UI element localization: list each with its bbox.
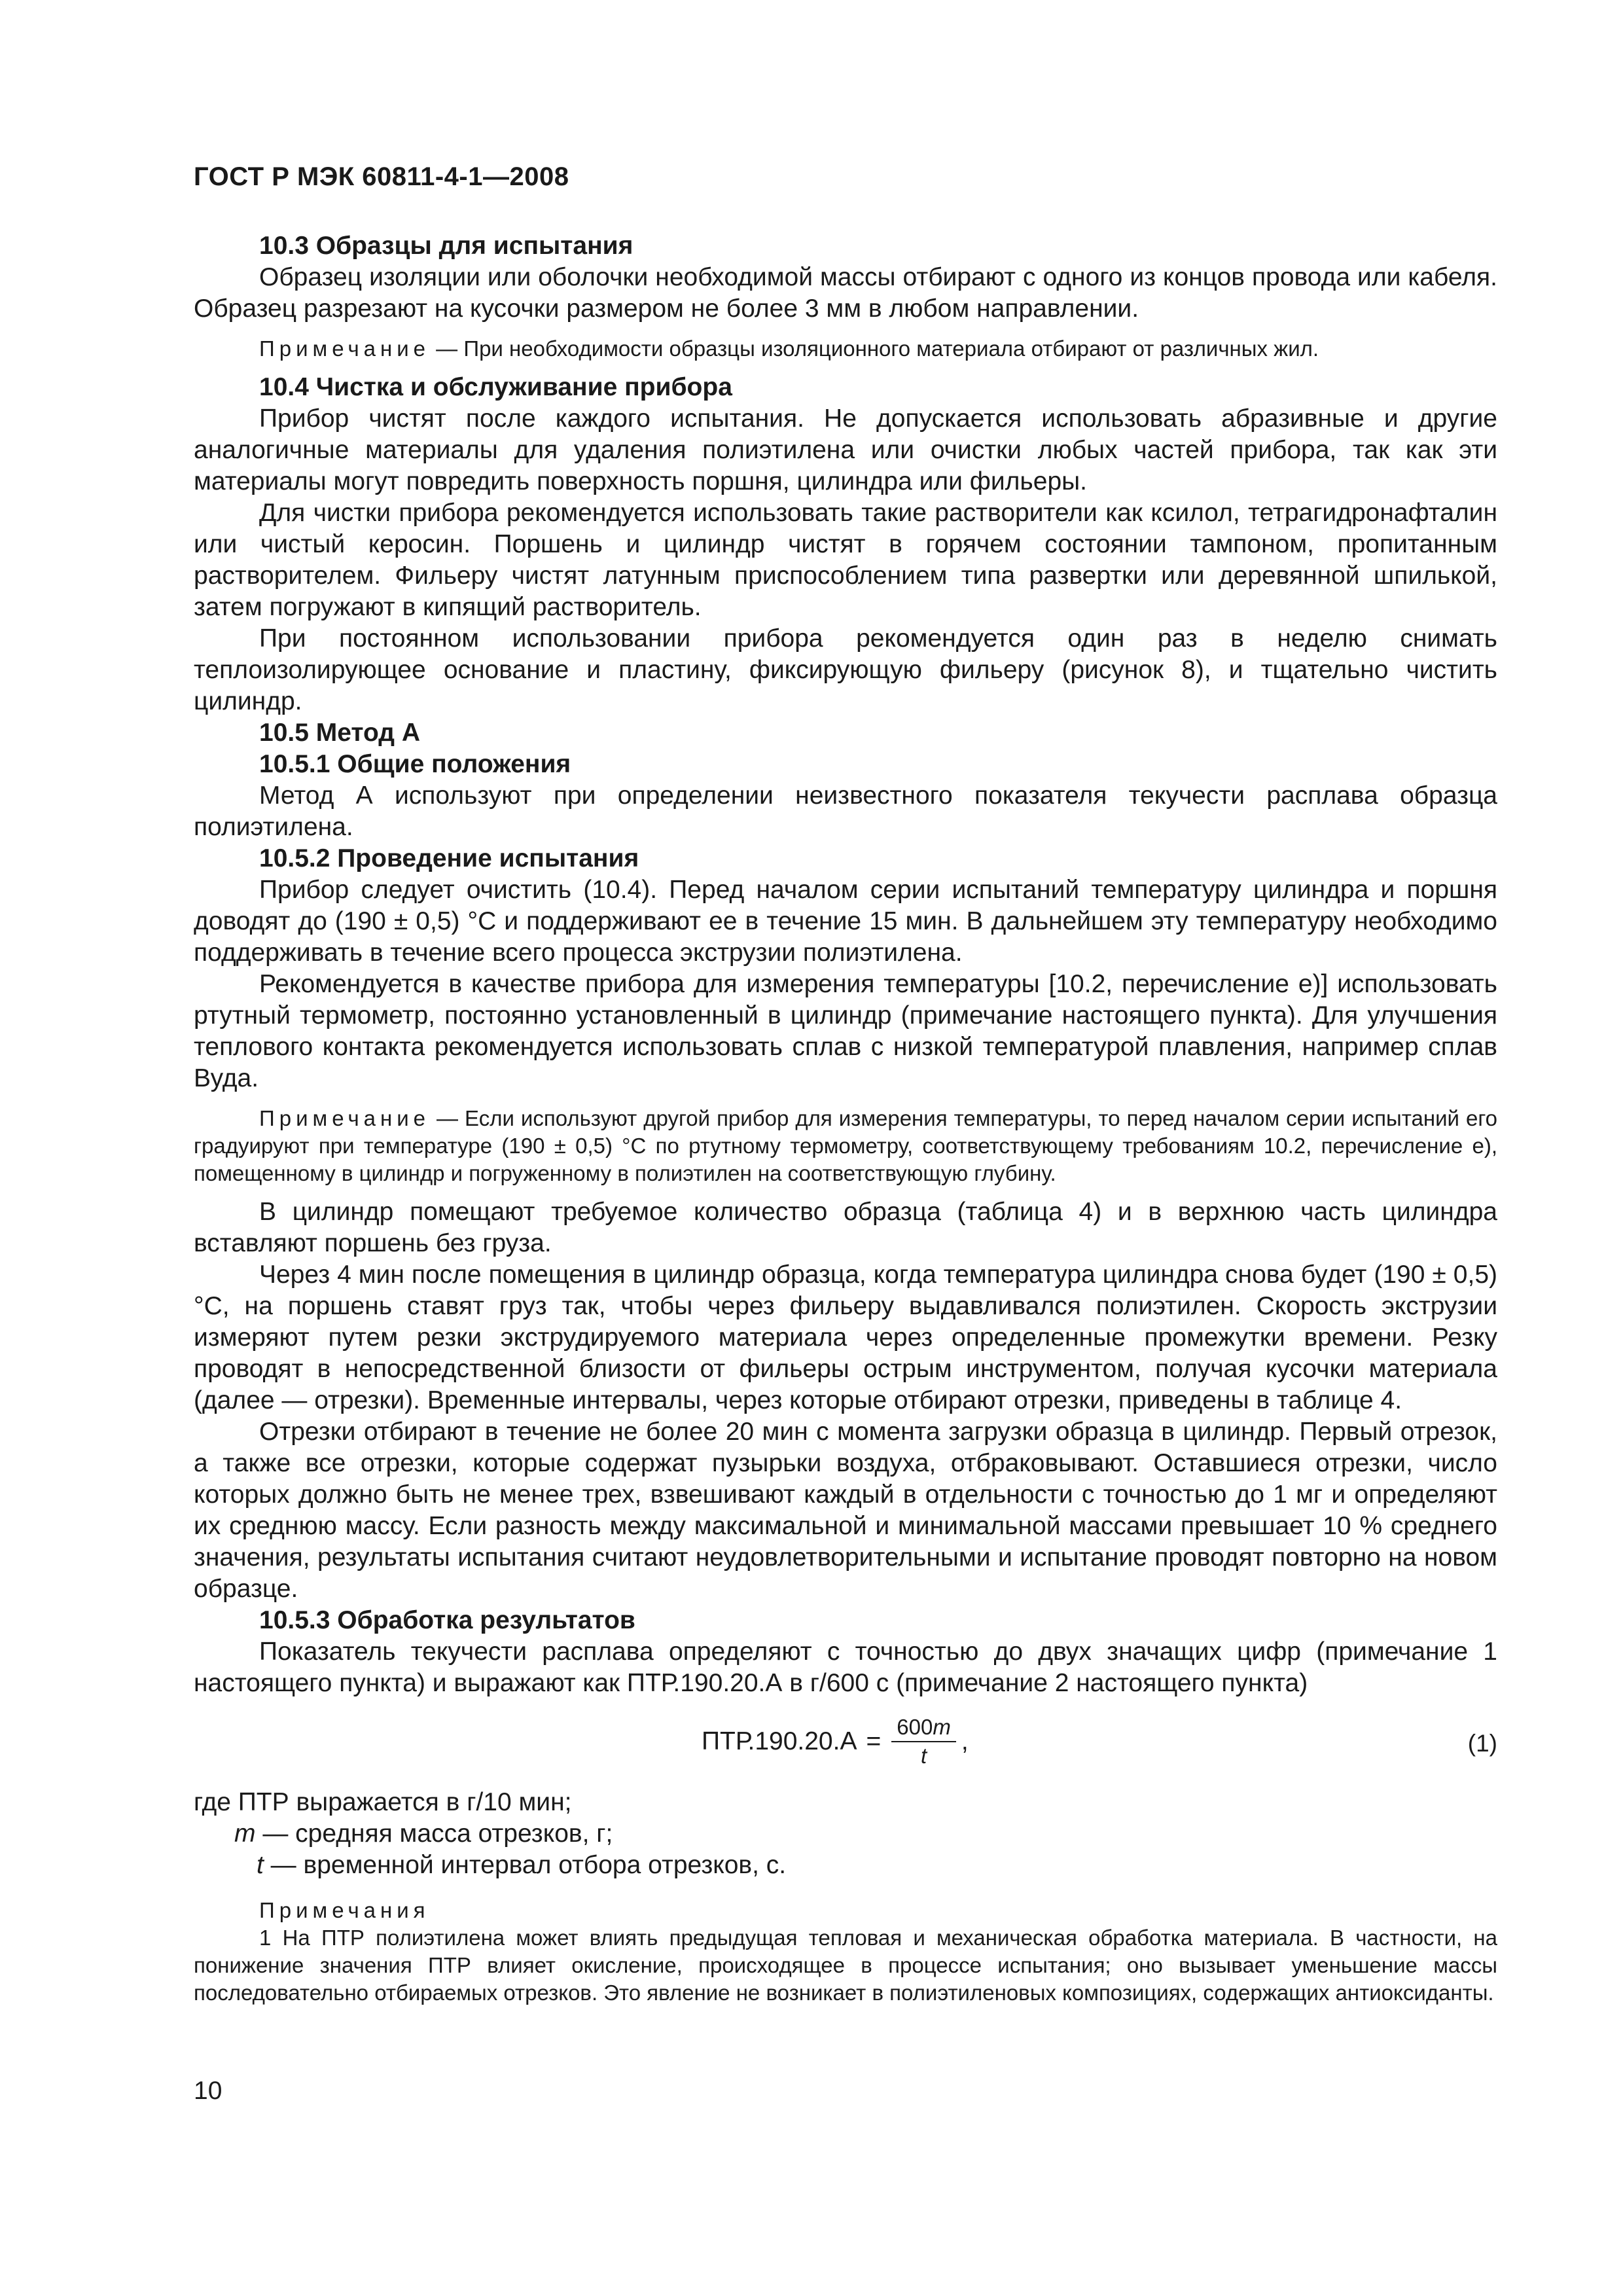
section-heading-10-5-1: 10.5.1 Общие положения [259, 750, 571, 778]
note [194, 335, 1497, 363]
section-heading-10-3: 10.3 Образцы для испытания [259, 232, 633, 260]
document-body [194, 230, 1497, 2007]
note-label: Примечание [259, 1106, 431, 1130]
formula-equals: = [866, 1727, 882, 1755]
definition-m-text: — средняя масса отрезков, г; [255, 1820, 613, 1848]
paragraph: Прибор чистят после каждого испытания. Не допускается использовать абразивные и другие аналогичные материалы для удаления полиэтилена или очистки любых частей прибора, так как эти материалы могут повредить поверхность поршня, цилиндра или фильеры. [194, 404, 1497, 495]
formula-lhs: ПТР.190.20.А [702, 1727, 857, 1755]
note-text: — При необходимости образцы изоляционного материала отбирают от различных жил. [430, 336, 1319, 361]
section-heading-10-5-3: 10.5.3 Обработка результатов [259, 1606, 635, 1634]
paragraph: Прибор следует очистить (10.4). Перед началом серии испытаний температуру цилиндра и поршня доводят до (190 ± 0,5) °С и поддерживают ее в течение 15 мин. В дальнейшем эту температуру необходимо поддерживать в течение всего процесса экструзии полиэтилена. [194, 876, 1497, 967]
section-heading-10-5-2: 10.5.2 Проведение испытания [259, 844, 639, 872]
formula [702, 1715, 969, 1768]
note-label: Примечание [259, 336, 431, 361]
note-item-1: 1 На ПТР полиэтилена может влиять предыдущая тепловая и механическая обработка материала. В частности, на понижение значения ПТР влияет окисление, происходящее в процессе испытания; оно вызывает уменьшение массы последовательно отбираемых отрезков. Это явление не возникает в полиэтиленовых композициях, содержащих антиоксиданты. [194, 1926, 1497, 2005]
note-text: — Если используют другой прибор для измерения температуры, то перед началом серии испытаний его градуируют при температуре (190 ± 0,5) °С по ртутному термометру, соответствующему требованиям 10.2, перечисление е), помещенному в цилиндр и погруженному в полиэтилен на соответствующую глубину. [194, 1106, 1497, 1185]
formula-fraction [891, 1715, 956, 1768]
standard-header: ГОСТ Р МЭК 60811-4-1—2008 [194, 162, 569, 191]
definition-t-text: — временной интервал отбора отрезков, с. [263, 1851, 787, 1879]
paragraph: Отрезки отбирают в течение не более 20 мин с момента загрузки образца в цилиндр. Первый отрезок, а также все отрезки, которые содержат пузырьки воздуха, отбраковывают. Оставшиеся отрезки, число которых должно быть не менее трех, взвешивают каждый в отдельности с точностью до 1 мг и определяют их среднюю массу. Если разность между максимальной и минимальной массами превышает 10 % среднего значения, результаты испытания считают неудовлетворительными и испытание проводят повторно на новом образце. [194, 1418, 1497, 1603]
note [194, 1105, 1497, 1187]
definition-t [194, 1850, 1497, 1881]
numerator-value: 600 [897, 1715, 933, 1739]
section-heading-10-5: 10.5 Метод А [259, 719, 421, 747]
paragraph: В цилиндр помещают требуемое количество образца (таблица 4) и в верхнюю часть цилиндра вставляют поршень без груза. [194, 1198, 1497, 1257]
formula-comma: , [961, 1727, 969, 1755]
paragraph: Образец изоляции или оболочки необходимой массы отбирают с одного из концов провода или кабеля. Образец разрезают на кусочки размером не более 3 мм в любом направлении. [194, 263, 1497, 323]
paragraph: Для чистки прибора рекомендуется использовать такие растворители как ксилол, тетрагидронафталин или чистый керосин. Поршень и цилиндр чистят в горячем состоянии тампоном, пропитанным растворителем. Фильеру чистят латунным приспособлением типа развертки или деревянной шпилькой, затем погружают в кипящий растворитель. [194, 499, 1497, 621]
formula-block [194, 1706, 1497, 1778]
paragraph: При постоянном использовании прибора рекомендуется один раз в неделю снимать теплоизолирующее основание и пластину, фиксирующую фильеру (рисунок 8), и тщательно чистить цилиндр. [194, 624, 1497, 715]
equation-number: (1) [1467, 1730, 1497, 1757]
definition-m [194, 1818, 1497, 1850]
paragraph: Показатель текучести расплава определяют с точностью до двух значащих цифр (примечание 1 настоящего пункта) и выражают как ПТР.190.20.А в г/600 с (примечание 2 настоящего пункта) [194, 1638, 1497, 1697]
fraction-denominator: t [920, 1744, 927, 1768]
paragraph: Рекомендуется в качестве прибора для измерения температуры [10.2, перечисление е)] использовать ртутный термометр, постоянно установленный в цилиндр (примечание настоящего пункта). Для улучшения теплового контакта рекомендуется использовать сплав с низкой температурой плавления, например сплав Вуда. [194, 970, 1497, 1092]
fraction-numerator [891, 1715, 956, 1742]
where-clause: где ПТР выражается в г/10 мин; [194, 1788, 572, 1816]
section-heading-10-4: 10.4 Чистка и обслуживание прибора [259, 373, 732, 401]
variable-t: t [257, 1851, 264, 1879]
paragraph: Метод А используют при определении неизвестного показателя текучести расплава образца полиэтилена. [194, 781, 1497, 841]
paragraph: Через 4 мин после помещения в цилиндр образца, когда температура цилиндра снова будет (190 ± 0,5) °С, на поршень ставят груз так, чтобы через фильеру выдавливался полиэтилен. Скорость экструзии измеряют путем резки экструдируемого материала через определенные промежутки времени. Резку проводят в непосредственной близости от фильеры острым инструментом, получая кусочки материала (далее — отрезки). Временные интервалы, через которые отбирают отрезки, приведены в таблице 4. [194, 1261, 1497, 1414]
variable-m: m [234, 1820, 256, 1848]
numerator-variable: m [933, 1715, 951, 1739]
notes-title: Примечания [259, 1898, 430, 1922]
page-number: 10 [194, 2077, 223, 2105]
